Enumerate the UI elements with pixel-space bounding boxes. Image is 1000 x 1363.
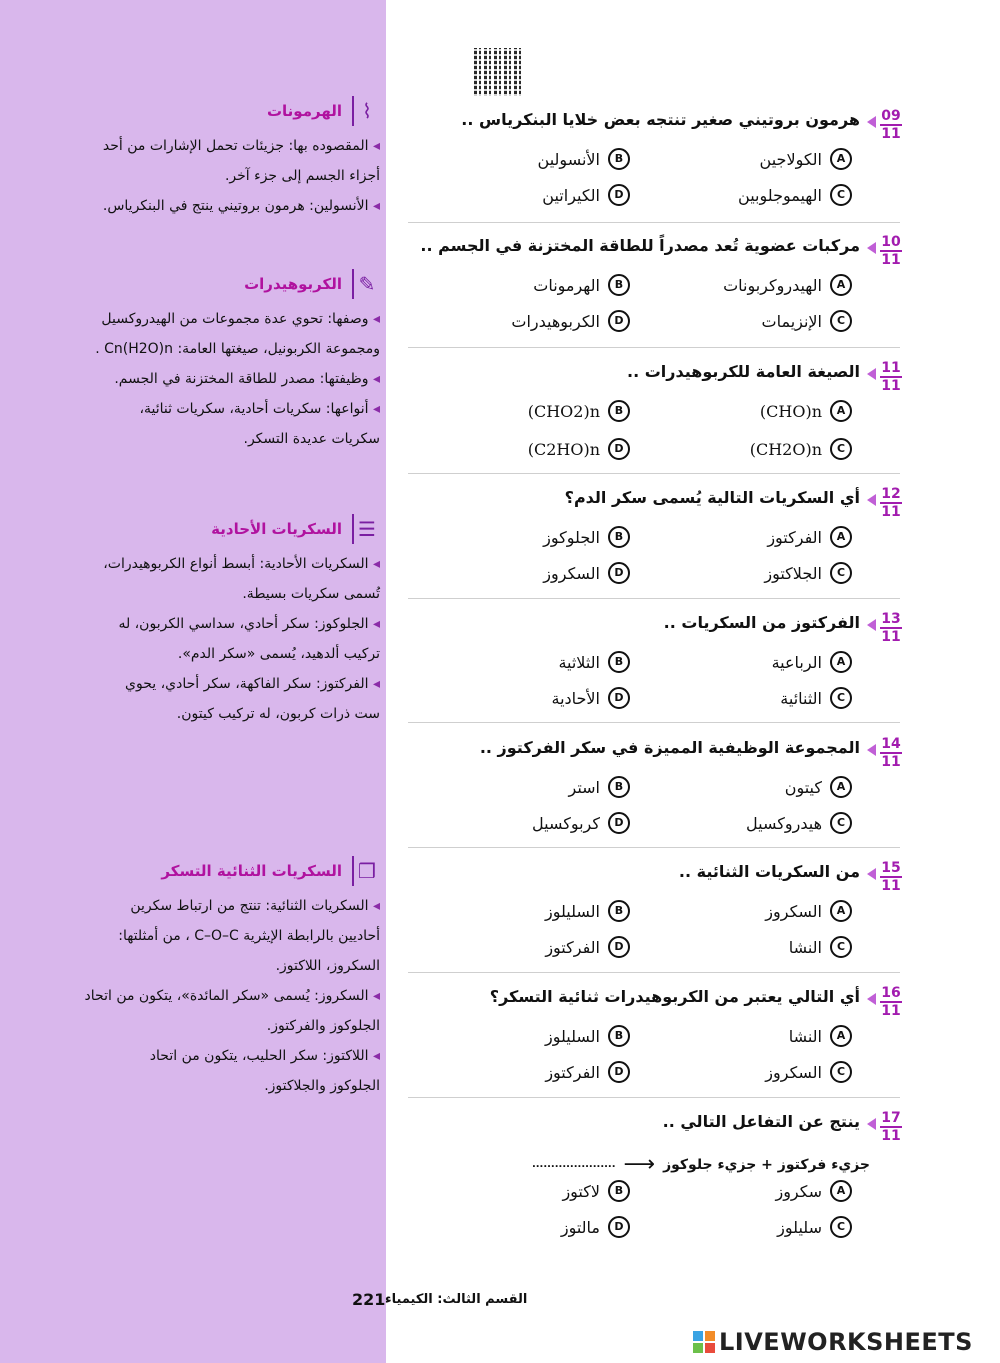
divider: [408, 473, 900, 474]
note-line: ◂ وصفها: تحوي عدة مجموعات من الهيدروكسيل: [80, 304, 380, 334]
section-title: السكريات الأحادية: [211, 520, 342, 538]
question-text: الصيغة العامة للكربوهيدرات ..: [626, 362, 860, 381]
option-letter-a: A: [830, 900, 852, 922]
option-c[interactable]: C هيدروكسيل: [746, 812, 852, 834]
question-text: أي التالي يعتبر من الكربوهيدرات ثنائية التسكر؟: [489, 987, 860, 1006]
option-d[interactable]: D الفركتوز: [545, 1061, 630, 1083]
divider: [408, 1097, 900, 1098]
option-letter-c: C: [830, 812, 852, 834]
option-letter-c: C: [830, 562, 852, 584]
pointer-icon: [867, 242, 876, 254]
option-letter-b: B: [608, 148, 630, 170]
note-line: ◂ الفركتوز: سكر الفاكهة، سكر أحادي، يحوي: [80, 669, 380, 699]
option-c[interactable]: C النشا: [789, 936, 852, 958]
option-a[interactable]: A السكروز: [765, 900, 852, 922]
note-line: ومجموعة الكربونيل، صيغتها العامة: Cn(H2O)n .: [95, 341, 380, 357]
option-c[interactable]: C الثنائية: [780, 687, 852, 709]
option-b[interactable]: B الجلوكوز: [543, 526, 630, 548]
question-number: 10 11: [881, 234, 901, 268]
liveworksheets-watermark: [693, 1328, 973, 1356]
liveworksheets-logo-icon: [693, 1331, 715, 1353]
option-letter-d: D: [608, 687, 630, 709]
reaction-blank[interactable]: ......................: [531, 1159, 616, 1170]
option-d[interactable]: D الكربوهيدرات: [511, 310, 630, 332]
question-number: 16 11: [881, 985, 901, 1019]
option-d[interactable]: D كربوكسيل: [532, 812, 630, 834]
section-title: السكريات الثنائية التسكر: [161, 862, 342, 880]
note-line: ◂ السكريات الأحادية: أبسط أنواع الكربوهيدرات،: [80, 549, 380, 579]
note-line: ◂ الجلوكوز: سكر أحادي، سداسي الكربون، له: [80, 609, 380, 639]
note-line: تركيب ألدهيد، يُسمى «سكر الدم».: [177, 646, 380, 662]
option-d[interactable]: D الأحادية: [552, 687, 631, 709]
option-d[interactable]: D الفركتوز: [545, 936, 630, 958]
qr-code: [474, 48, 522, 96]
note-line: ◂ المقصوده بها: جزيئات تحمل الإشارات من أحد: [80, 131, 380, 161]
note-line: أجزاء الجسم إلى جزء آخر.: [224, 168, 380, 184]
option-letter-c: C: [830, 687, 852, 709]
question-text: المجموعة الوظيفية المميزة في سكر الفركتوز ..: [479, 738, 860, 757]
option-letter-c: C: [830, 310, 852, 332]
option-b[interactable]: B لاكتوز: [562, 1180, 630, 1202]
pointer-icon: [867, 619, 876, 631]
option-letter-d: D: [608, 1216, 630, 1238]
option-c[interactable]: C الهيموجلوبين: [738, 184, 852, 206]
option-b[interactable]: B الأنسولين: [538, 148, 630, 170]
option-a[interactable]: A كيتون: [785, 776, 852, 798]
note-line: ◂ اللاكتوز: سكر الحليب، يتكون من اتحاد: [80, 1041, 380, 1071]
question-text: الفركتوز من السكريات ..: [663, 613, 860, 632]
option-letter-c: C: [830, 184, 852, 206]
question-text: من السكريات الثنائية ..: [678, 862, 860, 881]
question-text: أي السكريات التالية يُسمى سكر الدم؟: [564, 488, 860, 507]
option-letter-b: B: [608, 400, 630, 422]
option-b[interactable]: B الثلاثية: [558, 651, 630, 673]
option-letter-c: C: [830, 936, 852, 958]
reaction-arrow: ⟶: [623, 1152, 656, 1177]
option-c[interactable]: C سليلوز: [777, 1216, 852, 1238]
option-letter-a: A: [830, 274, 852, 296]
option-letter-d: D: [608, 812, 630, 834]
divider: [408, 972, 900, 973]
option-letter-d: D: [608, 1061, 630, 1083]
option-letter-d: D: [608, 562, 630, 584]
option-letter-a: A: [830, 1025, 852, 1047]
option-letter-a: A: [830, 400, 852, 422]
option-b[interactable]: B (CHO2)n: [528, 400, 630, 422]
option-letter-b: B: [608, 1025, 630, 1047]
books-icon: ☰: [352, 514, 380, 544]
option-letter-a: A: [830, 651, 852, 673]
note-line: ◂ وظيفتها: مصدر للطاقة المختزنة في الجسم.: [80, 364, 380, 394]
note-line: سكريات عديدة التسكر.: [243, 431, 380, 447]
option-letter-b: B: [608, 651, 630, 673]
option-letter-d: D: [608, 310, 630, 332]
option-a[interactable]: A الرباعية: [772, 651, 852, 673]
note-line: ست ذرات كربون، له تركيب كيتون.: [176, 706, 380, 722]
question-text: ينتج عن التفاعل التالي ..: [662, 1112, 860, 1131]
option-a[interactable]: A النشا: [789, 1025, 852, 1047]
question-number: 12 11: [881, 486, 901, 520]
question-number: 17 11: [881, 1110, 901, 1144]
divider: [408, 222, 900, 223]
pointer-icon: [867, 868, 876, 880]
book-icon: ❒: [352, 856, 380, 886]
footer-section-title: القسم الثالث: الكيمياء: [385, 1292, 528, 1307]
note-line: تُسمى سكريات بسيطة.: [242, 586, 380, 602]
question-number: 15 11: [881, 860, 901, 894]
note-line: الجلوكوز والجلاكتوز.: [264, 1078, 380, 1094]
question-number: 11 11: [881, 360, 901, 394]
option-letter-c: C: [830, 438, 852, 460]
pointer-icon: [867, 744, 876, 756]
divider: [408, 847, 900, 848]
option-letter-d: D: [608, 184, 630, 206]
option-letter-b: B: [608, 526, 630, 548]
option-b[interactable]: B السليلوز: [545, 1025, 630, 1047]
option-letter-a: A: [830, 776, 852, 798]
option-b[interactable]: B استر: [568, 776, 630, 798]
option-d[interactable]: D الكيراتين: [542, 184, 630, 206]
option-letter-a: A: [830, 526, 852, 548]
watermark-text: LIVEWORKSHEETS: [719, 1328, 973, 1356]
pointer-icon: [867, 1118, 876, 1130]
option-c[interactable]: C السكروز: [765, 1061, 852, 1083]
option-letter-b: B: [608, 900, 630, 922]
pointer-icon: [867, 993, 876, 1005]
option-letter-a: A: [830, 148, 852, 170]
question-number: 14 11: [881, 736, 901, 770]
pointer-icon: [867, 368, 876, 380]
reaction-reactants: جزيء فركتوز + جزيء جلوكوز: [663, 1156, 870, 1173]
divider: [408, 722, 900, 723]
option-d[interactable]: D مالتوز: [561, 1216, 630, 1238]
option-c[interactable]: C الجلاكتوز: [764, 562, 852, 584]
section-title: الكربوهيدرات: [244, 275, 342, 293]
note-line: ◂ السكريات الثنائية: تنتج من ارتباط سكرين: [80, 891, 380, 921]
option-b[interactable]: B السليلوز: [545, 900, 630, 922]
option-letter-b: B: [608, 1180, 630, 1202]
note-line: ◂ أنواعها: سكريات أحادية، سكريات ثنائية،: [80, 394, 380, 424]
divider: [408, 598, 900, 599]
note-line: الجلوكوز والفركتوز.: [266, 1018, 380, 1034]
option-letter-b: B: [608, 274, 630, 296]
option-letter-b: B: [608, 776, 630, 798]
option-letter-a: A: [830, 1180, 852, 1202]
note-line: ◂ الأنسولين: هرمون بروتيني ينتج في البنكرياس.: [80, 191, 380, 221]
question-text: مركبات عضوية تُعد مصدراً للطاقة المختزنة في الجسم ..: [420, 236, 860, 255]
question-text: هرمون بروتيني صغير تنتجه بعض خلايا البنكرياس ..: [461, 110, 860, 129]
option-a[interactable]: A الهيدروكربونات: [723, 274, 852, 296]
option-c[interactable]: C الإنزيمات: [762, 310, 853, 332]
option-letter-d: D: [608, 438, 630, 460]
reaction-equation: [532, 1152, 870, 1177]
note-line: ◂ السكروز: يُسمى «سكر المائدة»، يتكون من اتحاد: [80, 981, 380, 1011]
option-letter-d: D: [608, 936, 630, 958]
divider: [408, 347, 900, 348]
note-line: أحاديين بالرابطة الإيثرية C–O–C ، من أمثلتها:: [118, 928, 380, 944]
option-b[interactable]: B الهرمونات: [533, 274, 630, 296]
pointer-icon: [867, 494, 876, 506]
page-number: 221: [352, 1290, 386, 1309]
pen-icon: ✎: [352, 269, 380, 299]
section-title: الهرمونات: [266, 102, 342, 120]
option-a[interactable]: A سكروز: [775, 1180, 852, 1202]
question-number: 13 11: [881, 611, 901, 645]
option-a[interactable]: A الكولاجين: [760, 148, 852, 170]
pointer-icon: [867, 116, 876, 128]
thermometer-icon: ⌇: [352, 96, 380, 126]
option-a[interactable]: A (CHO)n: [760, 400, 852, 422]
option-letter-c: C: [830, 1061, 852, 1083]
question-number: 09 11: [881, 108, 901, 142]
option-a[interactable]: A الفركتوز: [767, 526, 852, 548]
option-d[interactable]: D السكروز: [543, 562, 630, 584]
note-line: السكروز، اللاكتوز.: [275, 958, 380, 974]
option-letter-c: C: [830, 1216, 852, 1238]
option-c[interactable]: C (CH2O)n: [750, 438, 852, 460]
option-d[interactable]: D (C2HO)n: [528, 438, 630, 460]
